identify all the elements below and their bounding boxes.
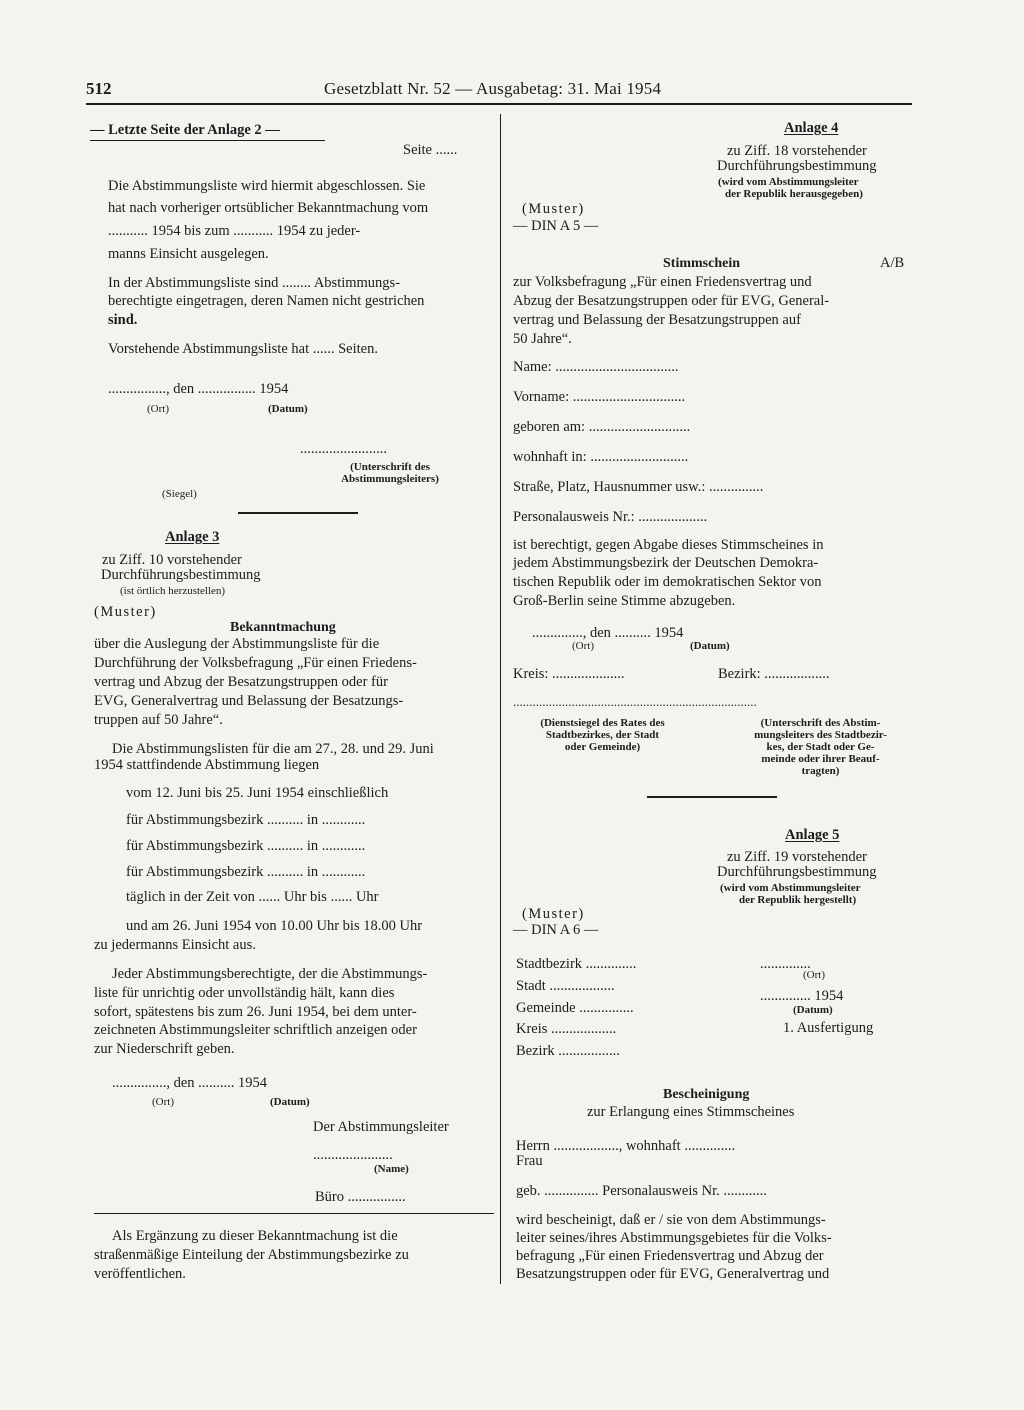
- leiter-label: Der Abstimmungsleiter: [313, 1119, 449, 1135]
- bescheinigung-text-1: wird bescheinigt, daß er / sie von dem Abstimmungs-: [516, 1212, 826, 1228]
- anlage5-sub3: (wird vom Abstimmungsleiter: [720, 882, 861, 894]
- unterschrift-2: mungsleiters des Stadtbezir-: [754, 729, 887, 741]
- ausfertigung: 1. Ausfertigung: [783, 1020, 874, 1036]
- anlage2-underline: [90, 140, 325, 141]
- sig1-ort: (Ort): [147, 403, 169, 415]
- anlage4-sub1: zu Ziff. 18 vorstehender: [727, 143, 867, 159]
- anlage3-intro-5: truppen auf 50 Jahre“.: [94, 712, 223, 728]
- kreis-field: Kreis: ....................: [513, 666, 625, 682]
- schedule-line-3: für Abstimmungsbezirk .......... in ............: [126, 838, 366, 854]
- field-kreis: Kreis ..................: [516, 1021, 617, 1037]
- para1-line1: Die Abstimmungsliste wird hiermit abgeschlossen. Sie: [108, 178, 426, 194]
- ort-dots: ..............: [760, 956, 811, 972]
- stimmschein-ab: A/B: [880, 255, 905, 271]
- stimmschein-intro-1: zur Volksbefragung „Für einen Friedensvertrag und: [513, 274, 812, 290]
- header-rule: [86, 103, 912, 105]
- jeder-line-2: liste für unrichtig oder unvollständig hält, kann dies: [94, 985, 395, 1001]
- berechtigt-line-1: ist berechtigt, gegen Abgabe dieses Stimmscheines in: [513, 537, 824, 553]
- stimmschein-intro-4: 50 Jahre“.: [513, 331, 572, 347]
- anlage3-heading: Bekanntmachung: [230, 620, 336, 635]
- anlage5-sub2: Durchführungsbestimmung: [717, 864, 877, 880]
- anlage3-sub3: (ist örtlich herzustellen): [120, 585, 226, 597]
- field-personalausweis: Personalausweis Nr.: ...................: [513, 509, 708, 525]
- para2-line3: sind.: [108, 312, 138, 328]
- anlage5-sub1: zu Ziff. 19 vorstehender: [727, 849, 867, 865]
- sig1-unterschrift-2: Abstimmungsleiters): [341, 473, 439, 485]
- datum-line: .............. 1954: [760, 988, 844, 1004]
- dienstsiegel-1: (Dienstsiegel des Rates des: [540, 717, 665, 729]
- stimmschein-heading: Stimmschein: [663, 256, 740, 271]
- field-gemeinde: Gemeinde ...............: [516, 1000, 634, 1016]
- dienstsiegel-2: Stadtbezirkes, der Stadt: [545, 729, 660, 741]
- sig1-line: ................, den ................ 1954: [108, 381, 289, 397]
- para1-line2: hat nach vorheriger ortsüblicher Bekanntmachung vom: [108, 200, 429, 216]
- anlage3-intro-3: vertrag und Abzug der Besatzungstruppen oder für: [94, 674, 388, 690]
- schedule-line-5: täglich in der Zeit von ...... Uhr bis ...... Uhr: [126, 889, 379, 905]
- seite-label: Seite ......: [403, 142, 458, 158]
- jeder-line-5: zur Niederschrift geben.: [94, 1041, 235, 1057]
- field-stadt: Stadt ..................: [516, 978, 615, 994]
- final-line-1: Als Ergänzung zu dieser Bekanntmachung ist die: [112, 1228, 398, 1244]
- sig1-datum: (Datum): [268, 403, 308, 415]
- field-strasse: Straße, Platz, Hausnummer usw.: ...............: [513, 479, 764, 495]
- anlage3-para-2: 1954 stattfindende Abstimmung liegen: [94, 757, 320, 773]
- und-line-2: zu jedermanns Einsicht aus.: [94, 937, 256, 953]
- anlage4-sub2: Durchführungsbestimmung: [717, 158, 877, 174]
- anlage4-title: Anlage 4: [784, 120, 839, 136]
- bescheinigung-heading: Bescheinigung: [663, 1087, 750, 1102]
- anlage4-dots: ...........................................................................: [513, 694, 757, 709]
- bescheinigung-subheading: zur Erlangung eines Stimmscheines: [587, 1104, 795, 1120]
- para2-line2: berechtigte eingetragen, deren Namen nicht gestrichen: [108, 293, 425, 309]
- anlage4-sub3: (wird vom Abstimmungsleiter: [718, 176, 859, 188]
- schedule-line-4: für Abstimmungsbezirk .......... in ............: [126, 864, 366, 880]
- anlage5-sub4: der Republik hergestellt): [739, 894, 857, 906]
- page-number: 512: [86, 79, 112, 98]
- und-line-1: und am 26. Juni 1954 von 10.00 Uhr bis 18.00 Uhr: [126, 918, 423, 934]
- buero-line: Büro ................: [315, 1189, 406, 1205]
- sig1-unterschrift-1: (Unterschrift des: [350, 461, 430, 473]
- ort-caption: (Ort): [803, 969, 825, 981]
- field-stadtbezirk: Stadtbezirk ..............: [516, 956, 637, 972]
- final-line-3: veröffentlichen.: [94, 1266, 186, 1282]
- field-bezirk: Bezirk .................: [516, 1043, 620, 1059]
- unterschrift-5: tragten): [801, 765, 840, 777]
- bescheinigung-text-4: Besatzungstruppen oder für EVG, Generalvertrag und: [516, 1266, 830, 1282]
- jeder-line-4: zeichneten Abstimmungsleiter schriftlich anzeigen oder: [94, 1022, 417, 1038]
- para1-line3: ........... 1954 bis zum ........... 1954 zu jeder-: [108, 223, 361, 239]
- leiter-dots: ......................: [313, 1147, 393, 1163]
- stimmschein-intro-2: Abzug der Besatzungstruppen oder für EVG, General-: [513, 293, 830, 309]
- jeder-line-1: Jeder Abstimmungsberechtigte, der die Abstimmungs-: [112, 966, 428, 982]
- anlage4-sig-datum: (Datum): [690, 640, 730, 652]
- unterschrift-1: (Unterschrift des Abstim-: [760, 717, 881, 729]
- section-rule-2: [647, 796, 777, 798]
- anlage3-intro-2: Durchführung der Volksbefragung „Für einen Friedens-: [94, 655, 417, 671]
- para2-line1: In der Abstimmungsliste sind ........ Abstimmungs-: [108, 275, 401, 291]
- anlage4-din: — DIN A 5 —: [513, 218, 599, 234]
- dienstsiegel-3: oder Gemeinde): [564, 741, 641, 753]
- datum-caption: (Datum): [793, 1004, 833, 1016]
- field-name: Name: ..................................: [513, 359, 679, 375]
- para3: Vorstehende Abstimmungsliste hat ...... Seiten.: [108, 341, 378, 357]
- anlage2-header: — Letzte Seite der Anlage 2 —: [90, 122, 280, 138]
- anlage3-title: Anlage 3: [165, 529, 220, 545]
- anlage4-sig-line: .............., den .......... 1954: [532, 625, 684, 641]
- field-vorname: Vorname: ...............................: [513, 389, 686, 405]
- anlage3-sig-line: ..............., den .......... 1954: [112, 1075, 268, 1091]
- anlage5-title: Anlage 5: [785, 827, 840, 843]
- anlage5-din: — DIN A 6 —: [513, 922, 599, 938]
- berechtigt-line-4: Groß-Berlin seine Stimme abzugeben.: [513, 593, 736, 609]
- bescheinigung-text-3: befragung „Für einen Friedensvertrag und Abzug der: [516, 1248, 824, 1264]
- anlage4-muster: (Muster): [522, 201, 585, 217]
- name-caption: (Name): [374, 1163, 409, 1175]
- siegel-label: (Siegel): [162, 488, 197, 500]
- anlage3-muster: (Muster): [94, 604, 157, 620]
- unterschrift-4: meinde oder ihrer Beauf-: [761, 753, 880, 765]
- frau-label: Frau: [516, 1153, 543, 1169]
- schedule-line-2: für Abstimmungsbezirk .......... in ............: [126, 812, 366, 828]
- anlage3-intro-1: über die Auslegung der Abstimmungsliste für die: [94, 636, 380, 652]
- para1-line4: manns Einsicht ausgelegen.: [108, 246, 269, 262]
- geb-line: geb. ............... Personalausweis Nr. ............: [516, 1183, 767, 1199]
- unterschrift-3: kes, der Stadt oder Ge-: [766, 741, 875, 753]
- left-bottom-rule: [94, 1213, 494, 1214]
- column-divider: [500, 114, 501, 1284]
- page-title: Gesetzblatt Nr. 52 — Ausgabetag: 31. Mai 1954: [324, 79, 662, 98]
- field-geboren: geboren am: ............................: [513, 419, 691, 435]
- schedule-line-1: vom 12. Juni bis 25. Juni 1954 einschließlich: [126, 785, 389, 801]
- stimmschein-intro-3: vertrag und Belassung der Besatzungstruppen auf: [513, 312, 801, 328]
- anlage3-para-1: Die Abstimmungslisten für die am 27., 28. und 29. Juni: [112, 741, 434, 757]
- anlage3-sig-datum: (Datum): [270, 1096, 310, 1108]
- anlage3-sub2: Durchführungsbestimmung: [101, 567, 261, 583]
- jeder-line-3: sofort, spätestens bis zum 26. Juni 1954, bei dem unter-: [94, 1004, 417, 1020]
- anlage3-intro-4: EVG, Generalvertrag und Belassung der Besatzungs-: [94, 693, 404, 709]
- anlage5-muster: (Muster): [522, 906, 585, 922]
- berechtigt-line-2: jedem Abstimmungsbezirk der Deutschen Demokra-: [513, 555, 819, 571]
- sig1-dots: ........................: [300, 441, 387, 457]
- anlage3-sig-ort: (Ort): [152, 1096, 174, 1108]
- anlage3-sub1: zu Ziff. 10 vorstehender: [102, 552, 242, 568]
- section-rule-1: [238, 512, 358, 514]
- bezirk-field: Bezirk: ..................: [718, 666, 830, 682]
- anlage4-sig-ort: (Ort): [572, 640, 594, 652]
- bescheinigung-text-2: leiter seines/ihres Abstimmungsgebietes für die Volks-: [516, 1230, 832, 1246]
- berechtigt-line-3: tischen Republik oder im demokratischen Sektor von: [513, 574, 822, 590]
- field-wohnhaft: wohnhaft in: ...........................: [513, 449, 689, 465]
- herrn-line: Herrn .................., wohnhaft ..............: [516, 1138, 736, 1154]
- final-line-2: straßenmäßige Einteilung der Abstimmungsbezirke zu: [94, 1247, 409, 1263]
- anlage4-sub4: der Republik herausgegeben): [725, 188, 863, 200]
